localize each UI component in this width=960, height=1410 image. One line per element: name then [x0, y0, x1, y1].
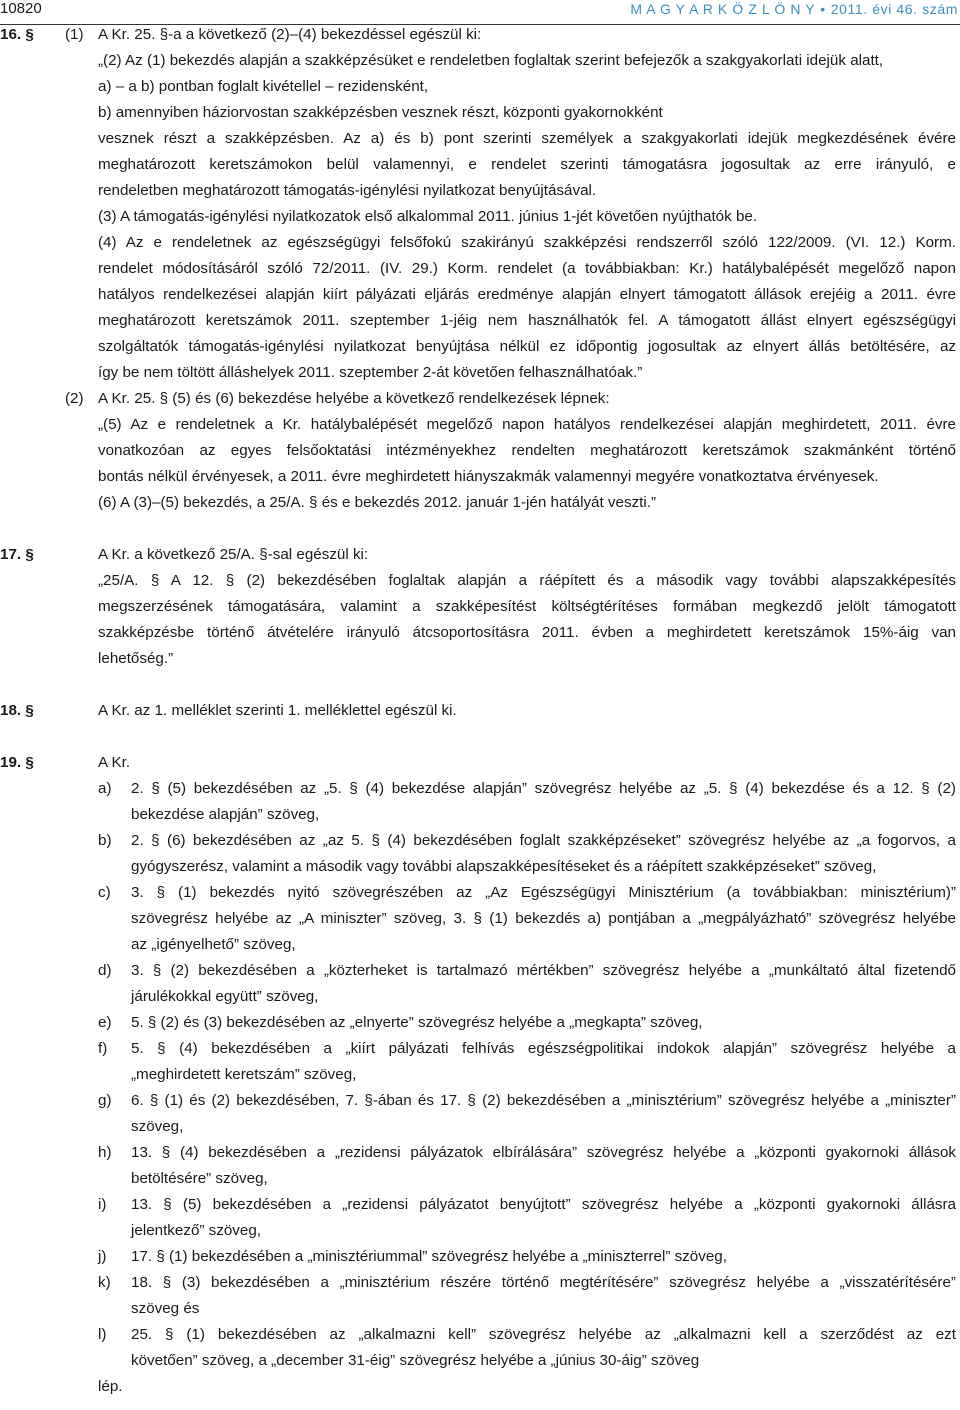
- s16-p1-line-5: meghatározott keretszámokon belül valamennyi, e rendelet szerinti támogatásra jogosultak az erre irányuló, e: [98, 156, 956, 173]
- section-17-number: 17. §: [0, 546, 34, 563]
- journal-name: M A G Y A R K Ö Z L Ö N Y: [630, 1, 816, 17]
- s19-item-h-line-0: 13. § (4) bekezdésében a „rezidensi pályázatok elbírálására” szövegrész helyébe a „központi gyakornoki állások: [131, 1144, 956, 1161]
- s19-item-b-line-1: gyógyszerész, valamint a második vagy további alapszakképesítéseket és a ráépített szakképzéseket” szöveg,: [131, 858, 877, 875]
- separator-dot: •: [820, 1, 826, 17]
- s19-item-k-line-1: szöveg és: [131, 1300, 200, 1317]
- s16-p2-line-1: „(5) Az e rendeletnek a Kr. hatálybalépését megelőző napon hatályos rendelkezései alapján meghirdetett, 2011. évre: [98, 416, 956, 433]
- s19-item-d-line-0: 3. § (2) bekezdésében a „közterheket is tartalmazó mértékben” szövegrész helyébe a „munkáltató által fizetendő: [131, 962, 956, 979]
- s16-p2-line-3: bontás nélkül érvényesek, a 2011. évre meghirdetett hiányszakmák valamennyi megyére vonatkoztatva érvényesek.: [98, 468, 879, 485]
- s19-item-h-label: h): [98, 1144, 112, 1161]
- s16-p1-line-4: vesznek részt a szakképzésben. Az a) és b) pont szerinti személyek a szakgyakorlati idejük megkezdésének évére: [98, 130, 956, 147]
- s16-p1-line-8: (4) Az e rendeletnek az egészségügyi felsőfokú szakirányú szakképzési rendszerről szóló 122/2009. (VI. 12.) Korm.: [98, 234, 956, 251]
- s19-item-f-label: f): [98, 1040, 108, 1057]
- s19-item-f-line-1: „meghirdetett keretszám” szöveg,: [131, 1066, 357, 1083]
- s19-item-l-label: l): [98, 1326, 107, 1343]
- s16-p1-line-0: A Kr. 25. §-a a következő (2)–(4) bekezdéssel egészül ki:: [98, 26, 482, 43]
- s16-p1-line-13: így be nem töltött álláshelyek 2011. szeptember 2-át követően felhasználhatóak.”: [98, 364, 643, 381]
- page-number: 10820: [0, 0, 42, 17]
- s16-p1-line-11: meghatározott keretszámok 2011. szeptember 1-jéig nem használhatók fel. A támogatott állást elnyert egészségügyi: [98, 312, 956, 329]
- s19-item-g-label: g): [98, 1092, 112, 1109]
- s19-item-g-line-1: szöveg,: [131, 1118, 184, 1135]
- s19-item-f-line-0: 5. § (4) bekezdésében a „kiírt pályázati felhívás egészségpolitikai indokok alapján” szövegrész helyébe a: [131, 1040, 956, 1057]
- s19-intro: A Kr.: [98, 754, 131, 771]
- s19-item-c-line-1: szövegrész helyébe az „A miniszter” szöveg, 3. § (1) bekezdés a) pontjában a „megpályázható” szövegrész helyébe: [131, 910, 956, 927]
- s16-p1-line-9: rendelet módosításáról szóló 72/2011. (IV. 29.) Korm. rendelet (a továbbiakban: Kr.) hatálybalépését megelőző napon: [98, 260, 956, 277]
- issue-number: 2011. évi 46. szám: [830, 1, 958, 17]
- s19-item-c-line-2: az „igényelhető” szöveg,: [131, 936, 296, 953]
- s19-item-d-line-1: járulékokkal együtt” szöveg,: [131, 988, 319, 1005]
- s16-p1-line-12: szolgáltatók támogatás-igénylési nyilatkozat benyújtása nélkül ez időpontig jogosultak az elnyert állás betöltésére, az: [98, 338, 956, 355]
- s19-item-i-label: i): [98, 1196, 107, 1213]
- s17-line-3: szakképzésbe történő átvételére irányuló átcsoportosításra 2011. évben a meghirdetett keretszámok 15%-áig van: [98, 624, 956, 641]
- s19-closing: lép.: [98, 1378, 123, 1395]
- s19-item-h-line-1: betöltésére” szöveg,: [131, 1170, 268, 1187]
- s19-item-c-line-0: 3. § (1) bekezdés nyitó szövegrészében az „Az Egészségügyi Minisztérium (a továbbiakban: minisztérium)”: [131, 884, 956, 901]
- s19-item-b-label: b): [98, 832, 112, 849]
- s16-p2-line-0: A Kr. 25. § (5) és (6) bekezdése helyébe a következő rendelkezések lépnek:: [98, 390, 610, 407]
- s16-p1-line-3: b) amennyiben háziorvostan szakképzésben vesznek részt, központi gyakornokként: [98, 104, 663, 121]
- s17-line-1: „25/A. § A 12. § (2) bekezdésében foglaltak alapján a ráépített és a második vagy további alapszakképesítés: [98, 572, 956, 589]
- s16-p1-line-2: a) – a b) pontban foglalt kivétellel – rezidensként,: [98, 78, 429, 95]
- s19-item-i-line-1: jelentkező” szöveg,: [131, 1222, 262, 1239]
- s19-item-a-line-1: bekezdése alapján” szöveg,: [131, 806, 320, 823]
- s19-item-b-line-0: 2. § (6) bekezdésében az „az 5. § (4) bekezdésében foglalt szakképzéseket” szövegrész helyébe az „a fogorvos, a: [131, 832, 956, 849]
- s19-item-k-label: k): [98, 1274, 111, 1291]
- s16-p2-line-2: vonatkozóan az egyes felsőoktatási intézményekhez rendelten meghatározott keretszámok szakmánként történő: [98, 442, 956, 459]
- section-16-paragraph-2-label: (2): [65, 390, 84, 407]
- journal-title: [630, 0, 958, 18]
- s19-item-j-label: j): [98, 1248, 107, 1265]
- s16-p1-line-10: hatályos rendelkezései alapján kiírt pályázati eljárás eredménye alapján elnyert támogatott állások erejéig a 2011. évre: [98, 286, 956, 303]
- s19-item-e-line-0: 5. § (2) és (3) bekezdésében az „elnyerte” szövegrész helyébe a „megkapta” szöveg,: [131, 1014, 703, 1031]
- s16-p2-line-4: (6) A (3)–(5) bekezdés, a 25/A. § és e bekezdés 2012. január 1-jén hatályát veszti.”: [98, 494, 657, 511]
- s18-line: A Kr. az 1. melléklet szerinti 1. melléklettel egészül ki.: [98, 702, 457, 719]
- section-16-number: 16. §: [0, 26, 34, 43]
- s16-p1-line-7: (3) A támogatás-igénylési nyilatkozatok első alkalommal 2011. június 1-jét követően nyújthatók be.: [98, 208, 758, 225]
- s16-p1-line-1: „(2) Az (1) bekezdés alapján a szakképzésüket e rendeletben foglaltak szerint befejezők a szakgyakorlati idejük alatt,: [98, 52, 884, 69]
- s19-item-a-line-0: 2. § (5) bekezdésében az „5. § (4) bekezdése alapján” szövegrész helyébe az „5. § (4) bekezdése és a 12. § (2): [131, 780, 956, 797]
- s17-line-2: megszerzésének támogatására, valamint a szakképesítést költségtérítéses formában megkezdő jelölt támogatott: [98, 598, 956, 615]
- s19-item-l-line-0: 25. § (1) bekezdésében az „alkalmazni kell” szövegrész helyébe az „alkalmazni kell a szerződést az ezt: [131, 1326, 956, 1343]
- s19-item-l-line-1: követően” szöveg, a „december 31-éig” szövegrész helyébe a „június 30-áig” szöveg: [131, 1352, 700, 1369]
- s19-item-c-label: c): [98, 884, 111, 901]
- section-16-paragraph-1-label: (1): [65, 26, 84, 43]
- s19-item-k-line-0: 18. § (3) bekezdésében a „minisztérium részére történő megtérítésére” szövegrész helyébe a „visszatérítésére”: [131, 1274, 956, 1291]
- s17-line-0: A Kr. a következő 25/A. §-sal egészül ki:: [98, 546, 369, 563]
- s19-item-j-line-0: 17. § (1) bekezdésében a „minisztériummal” szövegrész helyébe a „miniszterrel” szöveg,: [131, 1248, 727, 1265]
- s19-item-e-label: e): [98, 1014, 112, 1031]
- section-19-number: 19. §: [0, 754, 34, 771]
- s19-item-g-line-0: 6. § (1) és (2) bekezdésében, 7. §-ában és 17. § (2) bekezdésében a „minisztérium” szövegrész helyébe a „miniszter”: [131, 1092, 956, 1109]
- s19-item-a-label: a): [98, 780, 112, 797]
- s16-p1-line-6: rendeletben meghatározott támogatás-igénylési nyilatkozat benyújtásával.: [98, 182, 597, 199]
- s19-item-d-label: d): [98, 962, 112, 979]
- s19-item-i-line-0: 13. § (5) bekezdésében a „rezidensi pályázatot benyújtott” szövegrész helyébe a „központi gyakornoki állásra: [131, 1196, 956, 1213]
- s17-line-4: lehetőség.”: [98, 650, 174, 667]
- section-18-number: 18. §: [0, 702, 34, 719]
